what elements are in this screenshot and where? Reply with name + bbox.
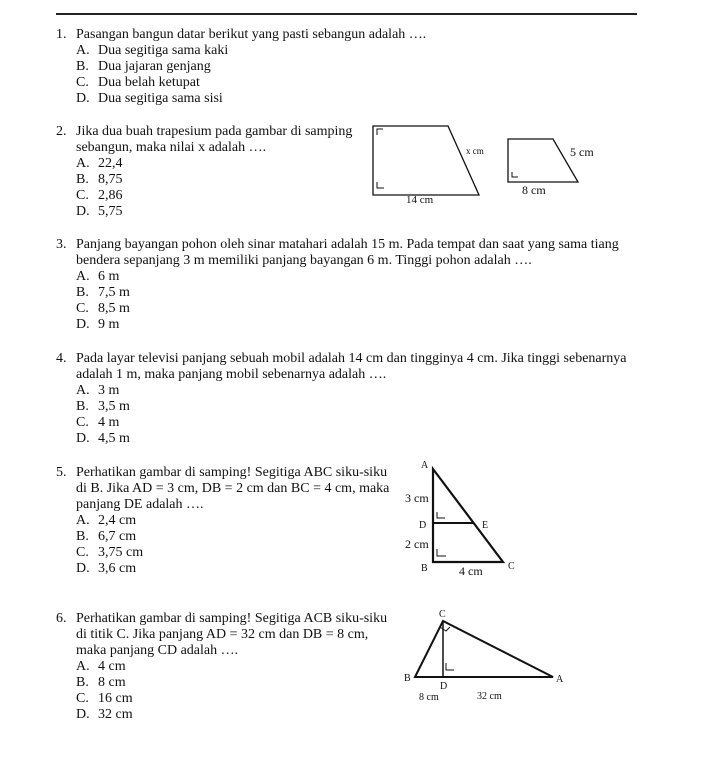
option-letter: D. (76, 317, 90, 332)
option-text: 3 m (98, 383, 120, 398)
option-text: 4 cm (98, 659, 126, 674)
base-label-small: 8 cm (522, 183, 546, 197)
option-letter: C. (76, 415, 89, 430)
stem-line: Jika dua buah trapesium pada gambar di samping (76, 124, 353, 139)
right-angle-mark (437, 512, 445, 518)
option-text: 2,4 cm (98, 513, 137, 528)
option-letter: B. (76, 59, 89, 74)
right-angle-mark (440, 627, 450, 631)
length-label-ad: 3 cm (405, 491, 429, 505)
option-text: 6,7 cm (98, 529, 137, 544)
option-letter: A. (76, 513, 90, 528)
triangle-acb (415, 621, 553, 677)
stem-line: panjang DE adalah …. (76, 497, 204, 512)
stem-line: Pada layar televisi panjang sebuah mobil adalah 14 cm dan tingginya 4 cm. Jika tinggi sebenarnya (76, 351, 627, 366)
length-label-db: 2 cm (405, 537, 429, 551)
option-text: 5,75 (98, 204, 123, 219)
option-text: 3,75 cm (98, 545, 144, 560)
right-angle-mark (437, 549, 446, 556)
option-letter: A. (76, 156, 90, 171)
option-letter: B. (76, 285, 89, 300)
stem-line: di B. Jika AD = 3 cm, DB = 2 cm dan BC = 4 cm, maka (76, 481, 390, 496)
option-text: 9 m (98, 317, 120, 332)
option-text: 4,5 m (98, 431, 130, 446)
right-angle-mark (377, 129, 383, 135)
option-text: 32 cm (98, 707, 133, 722)
option-text: 4 m (98, 415, 120, 430)
stem-line: adalah 1 m, maka panjang mobil sebenarnya adalah …. (76, 367, 387, 382)
length-label-bd: 8 cm (419, 692, 439, 703)
option-text: Dua jajaran genjang (98, 59, 211, 74)
option-letter: C. (76, 691, 89, 706)
option-letter: A. (76, 659, 90, 674)
vertex-label-a: A (421, 460, 429, 471)
option-letter: B. (76, 529, 89, 544)
option-text: 8 cm (98, 675, 126, 690)
vertex-label-b: B (421, 563, 428, 574)
option-text: Dua segitiga sama sisi (98, 91, 223, 106)
stem-line: Perhatikan gambar di samping! Segitiga ABC siku-siku (76, 465, 388, 480)
option-text: 6 m (98, 269, 120, 284)
question-number: 4. (56, 351, 67, 366)
option-text: 22,4 (98, 156, 123, 171)
option-text: 3,5 m (98, 399, 130, 414)
vertex-label-a: A (556, 674, 564, 685)
question-number: 6. (56, 611, 67, 626)
vertex-label-d: D (440, 681, 448, 692)
vertex-label-c: C (439, 609, 446, 620)
side-label-small: 5 cm (570, 145, 594, 159)
option-text: 8,5 m (98, 301, 130, 316)
option-letter: B. (76, 172, 89, 187)
vertex-label-c: C (508, 561, 515, 572)
stem-line: Perhatikan gambar di samping! Segitiga ACB siku-siku (76, 611, 388, 626)
stem-line: di titik C. Jika panjang AD = 32 cm dan DB = 8 cm, (76, 627, 369, 642)
option-letter: D. (76, 561, 90, 576)
option-text: 3,6 cm (98, 561, 137, 576)
vertex-label-e: E (482, 520, 489, 531)
option-letter: D. (76, 431, 90, 446)
option-letter: B. (76, 675, 89, 690)
triangle-abc (433, 469, 503, 562)
option-text: 2,86 (98, 188, 123, 203)
length-label-bc: 4 cm (459, 564, 483, 578)
question-number: 1. (56, 27, 67, 42)
right-angle-mark (512, 172, 518, 177)
option-letter: C. (76, 188, 89, 203)
option-letter: A. (76, 269, 90, 284)
right-angle-mark (377, 182, 384, 188)
option-letter: D. (76, 204, 90, 219)
option-letter: C. (76, 301, 89, 316)
option-text: 8,75 (98, 172, 123, 187)
stem-line: sebangun, maka nilai x adalah …. (76, 140, 267, 155)
side-label-x: x cm (466, 146, 484, 156)
small-trapezoid (508, 139, 578, 182)
large-trapezoid (373, 126, 479, 195)
vertex-label-d: D (419, 520, 427, 531)
vertex-label-b: B (404, 673, 411, 684)
option-letter: A. (76, 383, 90, 398)
option-letter: D. (76, 707, 90, 722)
option-text: 16 cm (98, 691, 133, 706)
option-text: Dua segitiga sama kaki (98, 43, 229, 58)
option-text: Dua belah ketupat (98, 75, 200, 90)
option-letter: D. (76, 91, 90, 106)
option-text: 7,5 m (98, 285, 130, 300)
stem-line: Panjang bayangan pohon oleh sinar matahari adalah 15 m. Pada tempat dan saat yang sama tiang (76, 237, 619, 252)
option-letter: C. (76, 75, 89, 90)
length-label-da: 32 cm (477, 691, 502, 702)
question-number: 5. (56, 465, 67, 480)
option-letter: A. (76, 43, 90, 58)
option-letter: C. (76, 545, 89, 560)
question-number: 2. (56, 124, 67, 139)
option-letter: B. (76, 399, 89, 414)
right-angle-mark (446, 663, 454, 670)
stem-line: bendera sepanjang 3 m memiliki panjang bayangan 6 m. Tinggi pohon adalah …. (76, 253, 532, 268)
question-number: 3. (56, 237, 67, 252)
base-label-big: 14 cm (406, 194, 434, 206)
stem-line: maka panjang CD adalah …. (76, 643, 239, 658)
stem-line: Pasangan bangun datar berikut yang pasti sebangun adalah …. (76, 27, 427, 42)
